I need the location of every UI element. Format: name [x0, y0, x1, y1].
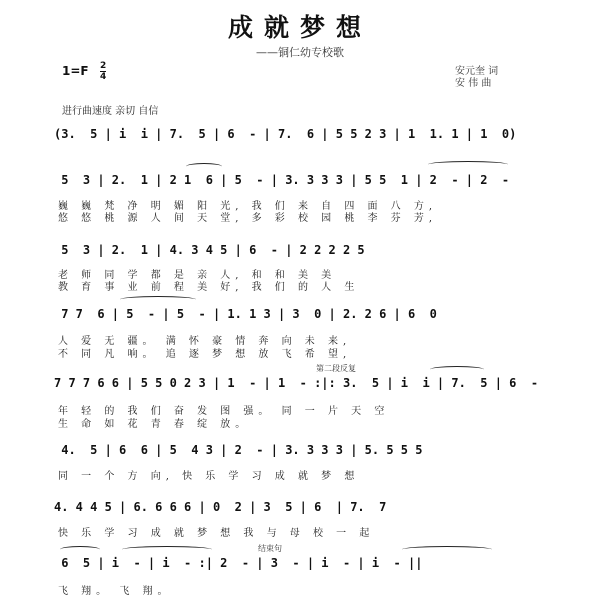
slur-mark	[120, 296, 196, 303]
notation-line-8	[54, 553, 542, 573]
lyric-line: 教 育 事 业 前 程 美 好, 我 们 的 人 生	[58, 282, 360, 293]
composer-credit: 安 伟 曲	[455, 78, 492, 89]
notation-line-3	[54, 240, 542, 260]
slur-mark	[402, 546, 492, 553]
notation-text: (3. 5 | i i | 7. 5 | 6 - | 7. 6 | 5 5 2 3 | 1 1. 1 | 1 0)	[54, 127, 517, 141]
song-title: 成就梦想	[227, 13, 372, 42]
slur-mark	[428, 161, 508, 168]
notation-line-5	[54, 373, 542, 393]
song-subtitle: ——铜仁幼专校歌	[256, 46, 344, 59]
lyric-line: 巍 巍 梵 净 明 媚 阳 光, 我 们 来 自 四 面 八 方,	[58, 201, 438, 212]
notation-line-1	[54, 124, 542, 144]
slur-mark	[430, 366, 484, 373]
coda-marker: 结束句	[258, 544, 282, 553]
lyric-line: 人 爱 无 疆。 满 怀 豪 情 奔 向 未 来,	[58, 336, 352, 347]
notation-text: 4. 5 | 6 6 | 5 4 3 | 2 - | 3. 3 3 3 | 5. 5 5 5	[54, 443, 423, 457]
time-signature	[100, 61, 106, 82]
notation-line-7	[54, 497, 542, 517]
lyricist-credit: 安元奎 词	[455, 66, 499, 77]
notation-text: 4. 4 4 5 | 6. 6 6 6 | 0 2 | 3 5 | 6 | 7. 7	[54, 500, 387, 514]
notation-line-6	[54, 440, 542, 460]
lyric-line: 同 一 个 方 向, 快 乐 学 习 成 就 梦 想	[58, 471, 360, 482]
slur-mark	[60, 546, 100, 553]
slur-mark	[122, 546, 212, 553]
notation-line-2	[54, 170, 542, 190]
repeat-marker: 第二段反复	[316, 364, 356, 373]
lyric-line: 快 乐 学 习 成 就 梦 想 我 与 母 校 一 起	[58, 528, 375, 539]
credits	[455, 66, 498, 90]
key-signature: 1=F	[62, 64, 89, 78]
lyric-line: 悠 悠 桃 源 人 间 天 堂, 多 彩 校 园 桃 李 芬 芳,	[58, 213, 438, 224]
time-signature-bottom: 4	[100, 72, 107, 82]
notation-text: 5 3 | 2. 1 | 2 1 6 | 5 - | 3. 3 3 3 | 5 5 1 | 2 - | 2 -	[54, 173, 510, 187]
notation-text: 6 5 | i - | i - :| 2 - | 3 - | i - | i - ||	[54, 556, 423, 570]
notation-text: 7 7 6 | 5 - | 5 - | 1. 1 3 | 3 0 | 2. 2 6 | 6 0	[54, 307, 437, 321]
notation-line-4	[54, 304, 542, 324]
lyric-line: 飞 翔。 飞 翔。	[58, 586, 173, 597]
tempo-marking: 进行曲速度 亲切 自信	[62, 106, 159, 117]
lyric-line: 不 同 凡 响。 追 逐 梦 想 放 飞 希 望,	[58, 349, 352, 360]
notation-text: 7 7 7 6 6 | 5 5 0 2 3 | 1 - | 1 - :|: 3. 5 | i i | 7. 5 | 6 -	[54, 376, 539, 390]
lyric-line: 老 师 同 学 都 是 亲 人, 和 和 美 美	[58, 270, 337, 281]
lyric-line: 年 轻 的 我 们 奋 发 图 强。 同 一 片 天 空	[58, 406, 390, 417]
time-signature-top: 2	[100, 61, 107, 71]
lyric-line: 生 命 如 花 青 春 绽 放。	[58, 419, 251, 430]
notation-text: 5 3 | 2. 1 | 4. 3 4 5 | 6 - | 2 2 2 2 5	[54, 243, 365, 257]
slur-mark	[186, 163, 222, 170]
